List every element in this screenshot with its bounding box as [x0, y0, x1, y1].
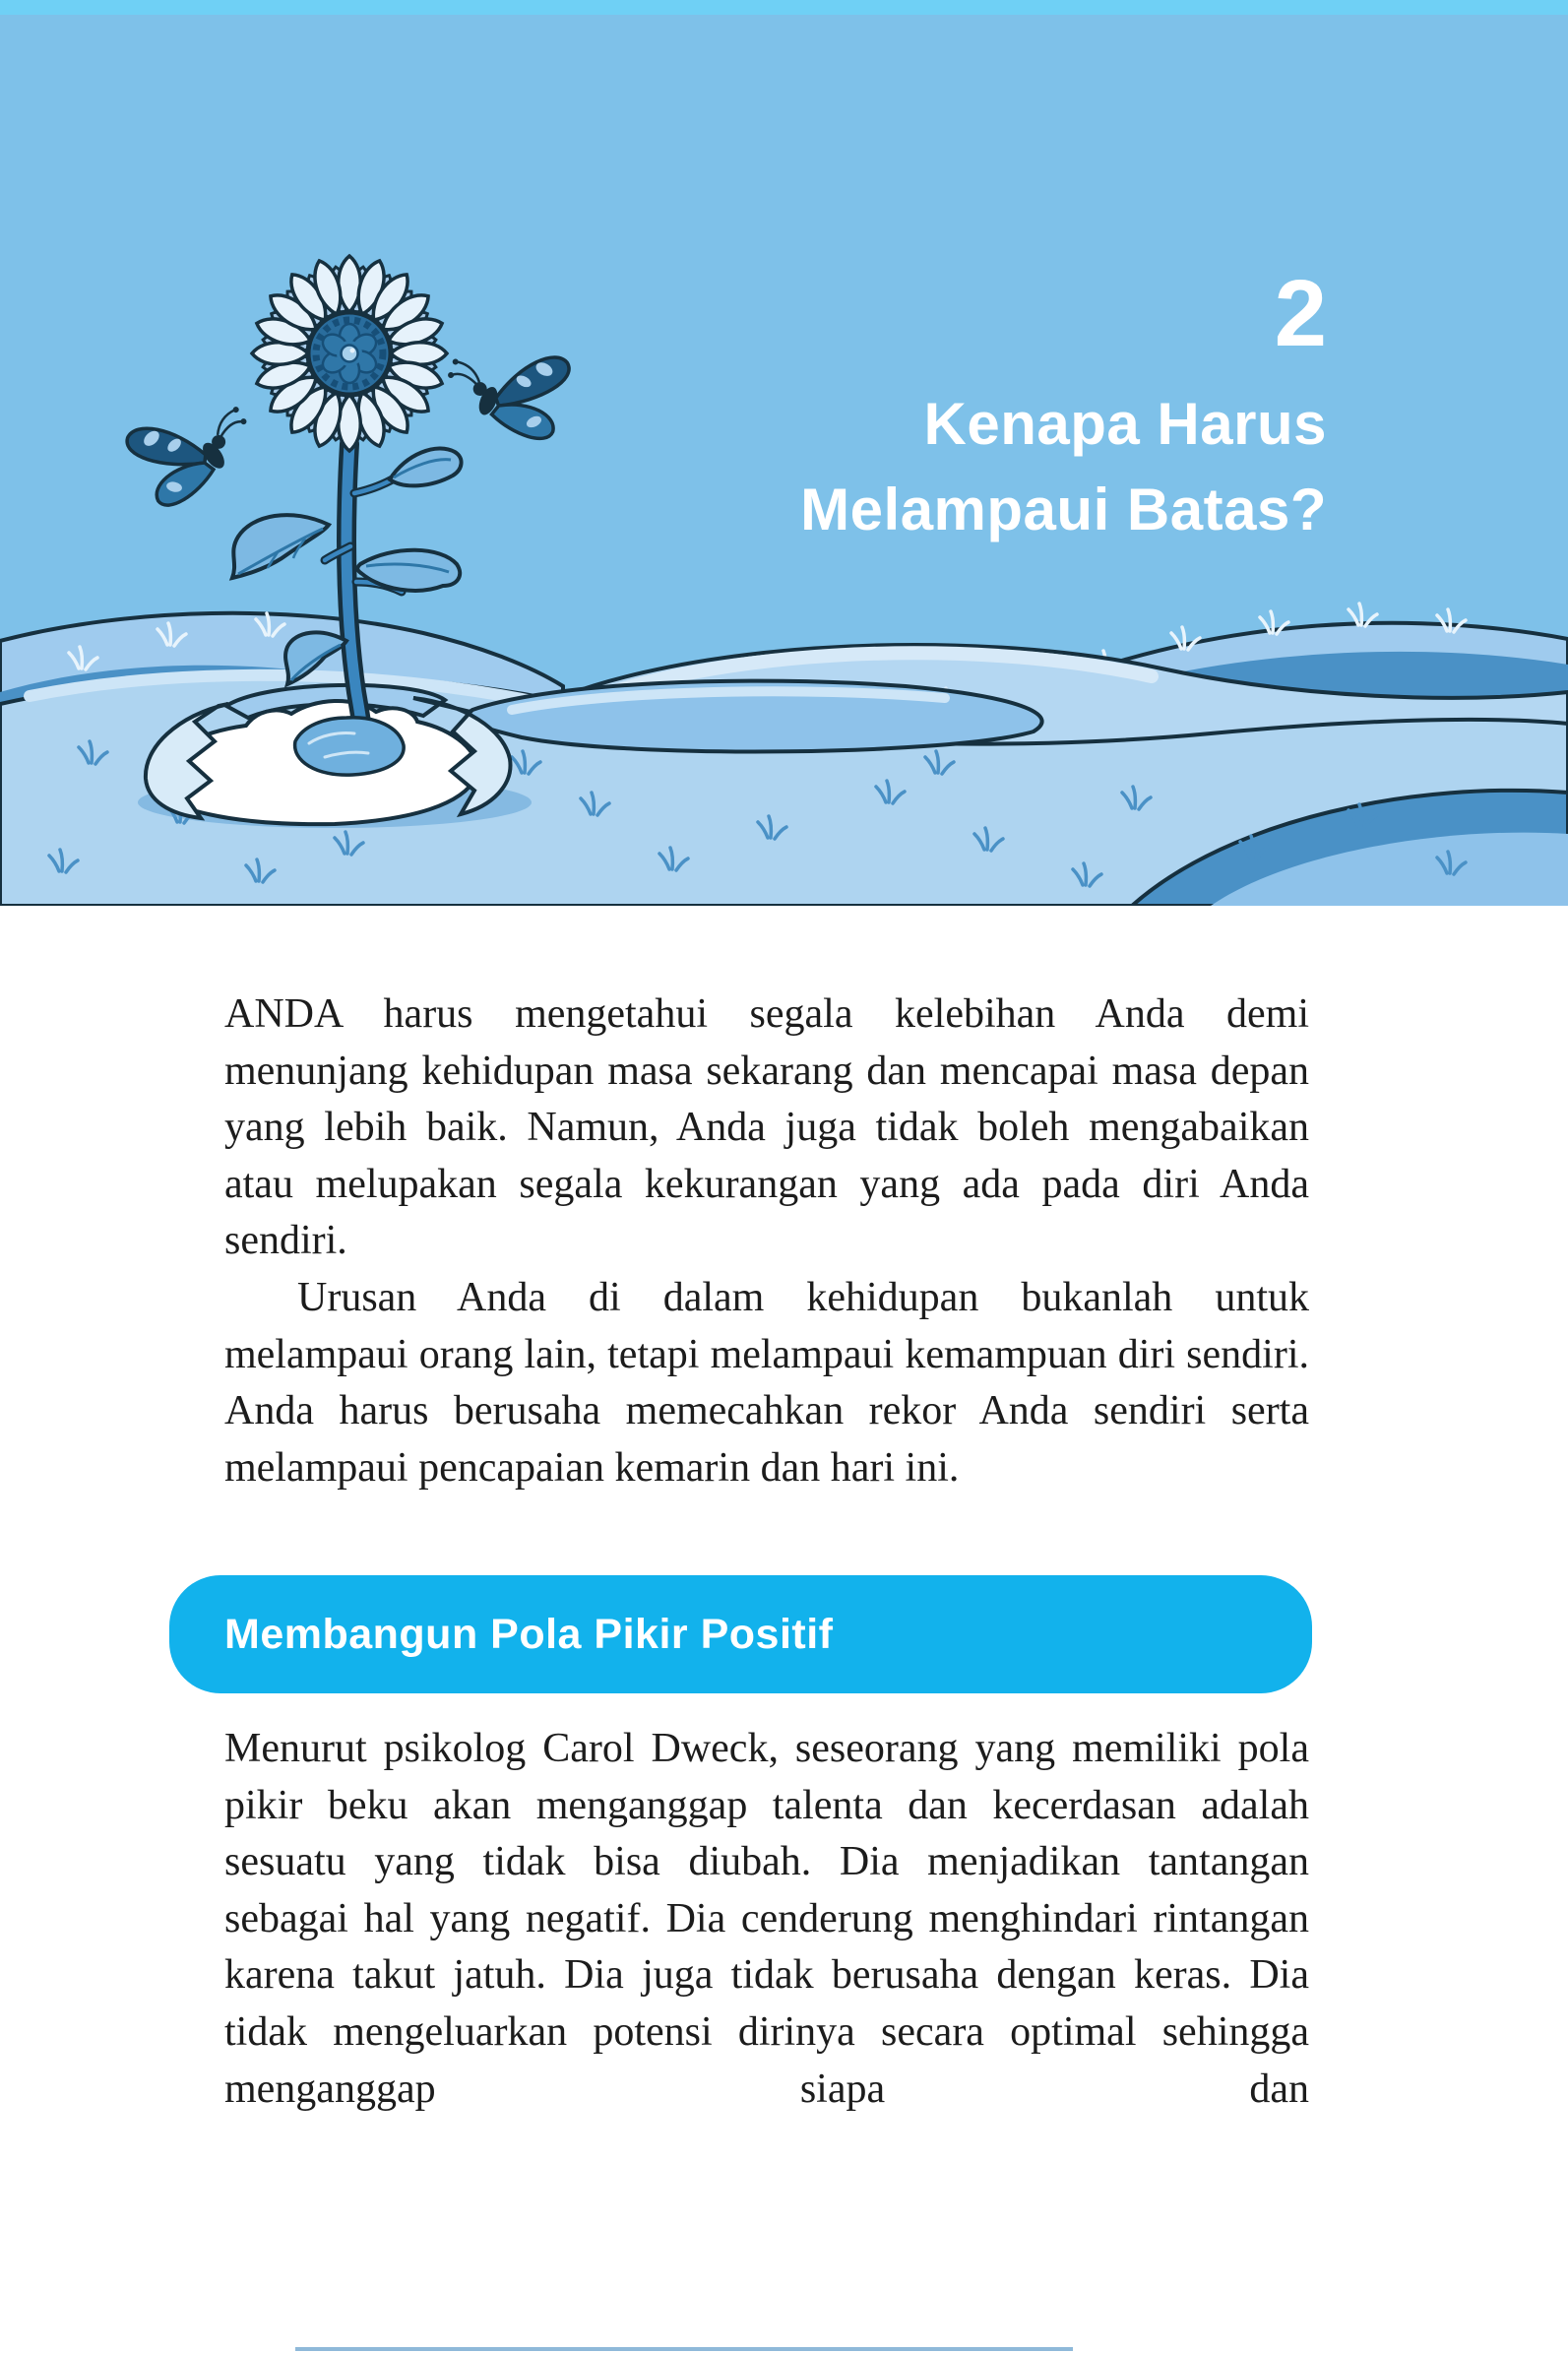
page-bottom-partial-rule	[295, 2347, 1073, 2351]
section-heading: Membangun Pola Pikir Positif	[224, 1610, 834, 1658]
body-text-column	[224, 986, 1309, 1496]
paragraph-1: ANDA harus mengetahui segala kelebihan Anda demi menunjang kehidupan masa sekarang dan mencapai masa depan yang lebih baik. Namun, Anda juga tidak boleh mengabaikan atau melupakan segala kekurangan yang ada pada diri Anda sendiri.	[224, 991, 1309, 1264]
chapter-header	[0, 15, 1568, 906]
chapter-number: 2	[1274, 261, 1327, 366]
section-heading-banner	[169, 1575, 1312, 1693]
flower-hatching-illustration	[0, 15, 1568, 906]
chapter-title-block	[800, 261, 1327, 552]
chapter-title-line2: Melampaui Batas?	[800, 477, 1327, 542]
paragraph-3: Menurut psikolog Carol Dweck, seseorang yang memiliki pola pikir beku akan menganggap talenta dan kecerdasan adalah sesuatu yang tidak bisa diubah. Dia menjadikan tantangan sebagai hal yang negatif. Dia cenderung menghindari rintangan karena takut jatuh. Dia juga tidak berusaha dengan keras. Dia tidak mengeluarkan potensi dirinya secara optimal sehingga menganggap siapa dan	[224, 1726, 1309, 2112]
chapter-title-line1: Kenapa Harus	[923, 391, 1327, 457]
paragraph-2: Urusan Anda di dalam kehidupan bukanlah untuk melampaui orang lain, tetapi melampaui kemampuan diri sendiri. Anda harus berusaha memecahkan rekor Anda sendiri serta melampaui pencapaian kemarin dan hari ini.	[224, 1274, 1309, 1491]
top-accent-strip	[0, 0, 1568, 15]
